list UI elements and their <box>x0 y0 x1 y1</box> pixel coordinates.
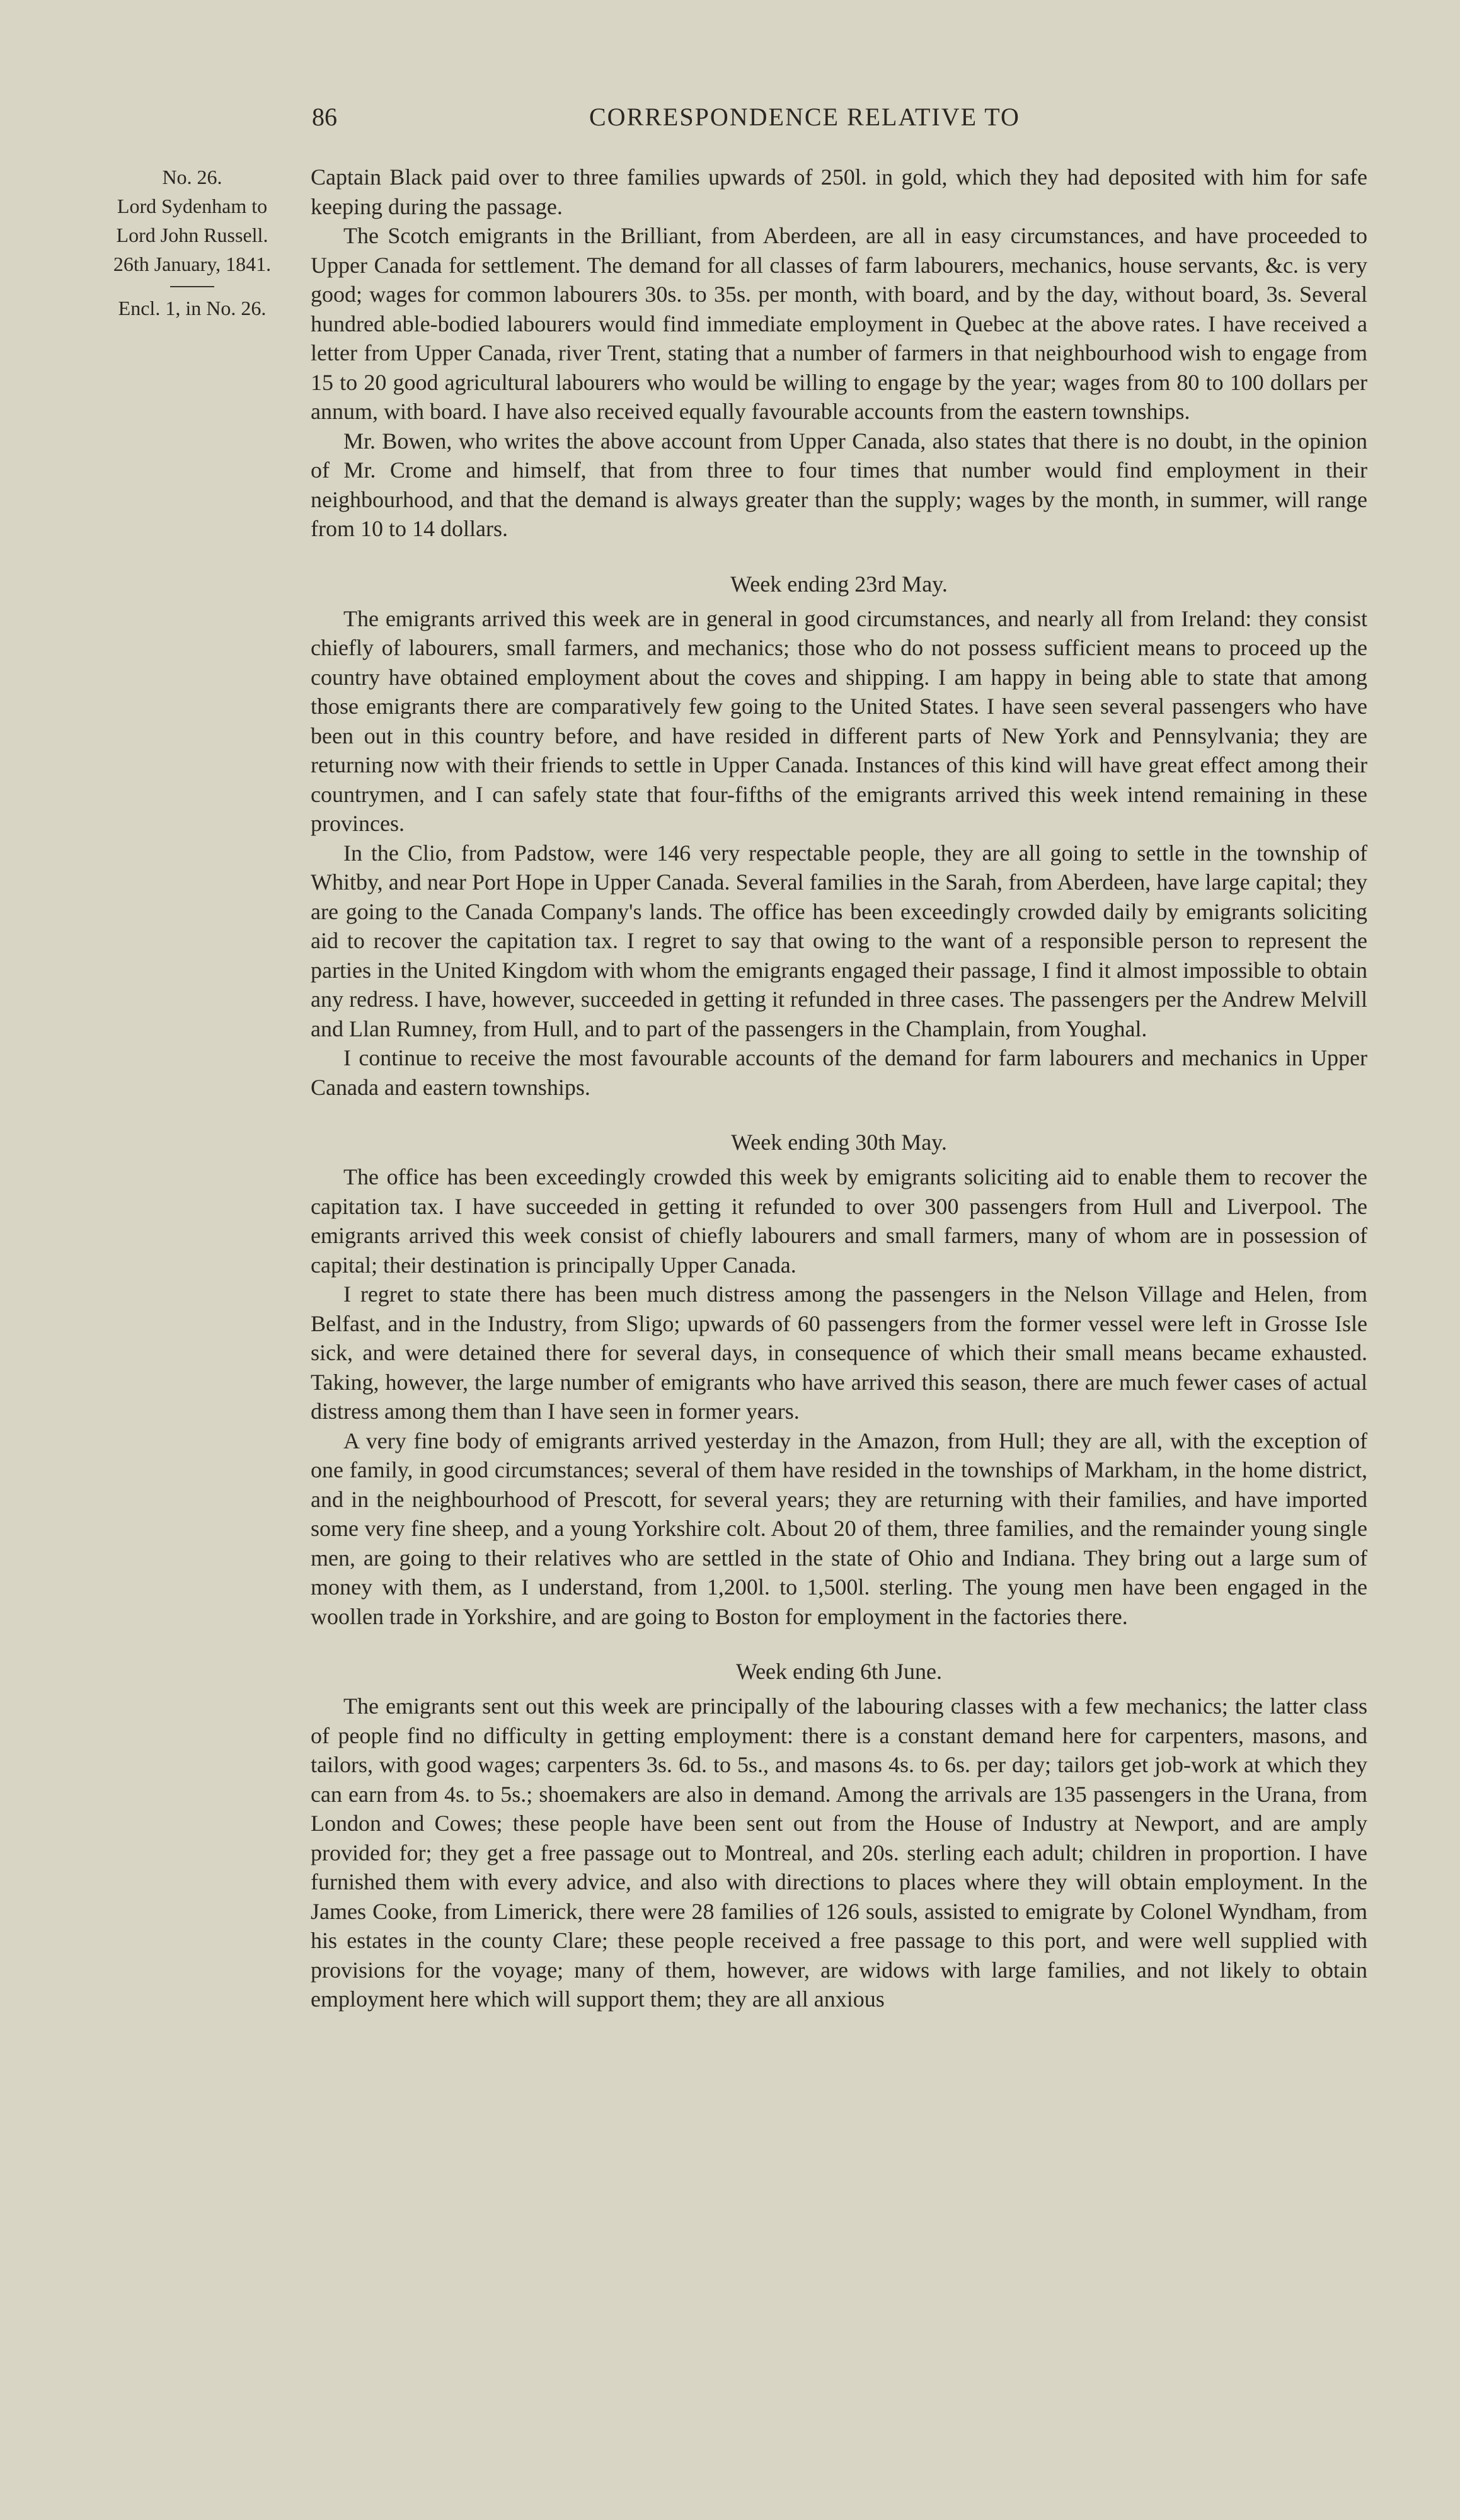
paragraph: The emigrants arrived this week are in general in good circumstances, and nearly all from Ireland: they consist chiefly of labourers, small farmers, and mechanics; those who do not possess sufficient means to proceed up the country have obtained employment about the coves and shipping. I am happy in being able to state that among those emigrants there are comparatively few going to the United States. I have seen several passengers who have been out in this country before, and have resided in different parts of New York and Pennsylvania; they are returning now with their friends to settle in Upper Canada. Instances of this kind will have great effect among their countrymen, and I can safely state that four-fifths of the emigrants arrived this week intend remaining in these provinces. <box>311 605 1367 836</box>
margin-note-from: Lord Sydenham to <box>117 195 268 217</box>
paragraph: Captain Black paid over to three families upwards of 250l. in gold, which they had deposited with him for safe keeping during the passage. <box>311 164 1367 219</box>
section-heading: Week ending 6th June. <box>735 1659 943 1684</box>
paragraph: I regret to state there has been much distress among the passengers in the Nelson Village and Helen, from Belfast, and in the Industry, from Sligo; upwards of 60 passengers from the former vessel were left in Grosse Isle sick, and were detained there for several days, in consequence of which their small means became exhausted. Taking, however, the large number of emigrants who have arrived this season, there are much fewer cases of actual distress among them than I have seen in former years. <box>311 1281 1367 1424</box>
margin-divider <box>170 286 214 287</box>
paragraph: The emigrants sent out this week are principally of the labouring classes with a few mechanics; the latter class of people find no difficulty in getting employment: there is a constant demand here for carpenters, masons, and tailors, with good wages; carpenters 3s. 6d. to 5s., and masons 4s. to 6s. per day; tailors get job-work at which they can earn from 4s. to 5s.; shoemakers are also in demand. Among the arrivals are 135 passengers in the Urana, from London and Cowes; these people have been sent out from the House of Industry at Newport, and are amply provided for; they get a free passage out to Montreal, and 20s. sterling each adult; children in proportion. I have furnished them with every advice, and also with directions to places where they will obtain employment. In the James Cooke, from Limerick, there were 28 families of 126 souls, assisted to emigrate by Colonel Wyndham, from his estates in the county Clare; these people received a free passage to this port, and were well supplied with provisions for the voyage; many of them, however, are widows with large families, and not likely to obtain employment here which will support them; they are all anxious <box>311 1693 1367 2012</box>
paragraph: The Scotch emigrants in the Brilliant, from Aberdeen, are all in easy circumstances, and have proceeded to Upper Canada for settlement. The demand for all classes of farm labourers, mechanics, house servants, &c. is very good; wages for common labourers 30s. to 35s. per month, with board, and by the day, without board, 3s. Several hundred able-bodied labourers would find immediate employment in Quebec at the above rates. I have received a letter from Upper Canada, river Trent, stating that a number of farmers in that neighbourhood wish to engage from 15 to 20 good agricultural labourers who would be willing to engage by the year; wages from 80 to 100 dollars per annum, with board. I have also received equally favourable accounts from the eastern townships. <box>311 223 1367 424</box>
paragraph: A very fine body of emigrants arrived yesterday in the Amazon, from Hull; they are all, with the exception of one family, in good circumstances; several of them have resided in the townships of Markham, in the home district, and in the neighbourhood of Prescott, for several years; they are returning with their families, and have imported some very fine sheep, and a young Yorkshire colt. About 20 of them, three families, and the remainder young single men, are going to their relatives who are settled in the state of Ohio and Indiana. They bring out a large sum of money with them, as I understand, from 1,200l. to 1,500l. sterling. The young men have been engaged in the woollen trade in Yorkshire, and are going to Boston for employment in the factories there. <box>311 1428 1367 1629</box>
page-number: 86 <box>312 103 337 131</box>
margin-note-to: Lord John Russell. <box>116 224 268 246</box>
body-text <box>311 163 1367 2014</box>
section-heading: Week ending 23rd May. <box>730 571 948 597</box>
margin-notes <box>82 163 302 323</box>
paragraph: Mr. Bowen, who writes the above account from Upper Canada, also states that there is no doubt, in the opinion of Mr. Crome and himself, that from three to four times that number would find employment in their neighbourhood, and that the demand is always greater than the supply; wages by the month, in summer, will range from 10 to 14 dollars. <box>311 428 1367 541</box>
paragraph: I continue to receive the most favourable accounts of the demand for farm labourers and mechanics in Upper Canada and eastern townships. <box>311 1045 1367 1100</box>
margin-note-number: No. 26. <box>162 166 222 188</box>
section-heading: Week ending 30th May. <box>731 1130 947 1155</box>
paragraph: In the Clio, from Padstow, were 146 very respectable people, they are all going to settle in the township of Whitby, and near Port Hope in Upper Canada. Several families in the Sarah, from Aberdeen, have large capital; they are going to the Canada Company's lands. The office has been exceedingly crowded daily by emigrants soliciting aid to recover the capitation tax. I regret to say that owing to the want of a responsible person to represent the parties in the United Kingdom with whom the emigrants engaged their passage, I find it almost impossible to obtain any redress. I have, however, succeeded in getting it refunded in three cases. The passengers per the Andrew Melvill and Llan Rumney, from Hull, and to part of the passengers in the Champlain, from Youghal. <box>311 840 1367 1041</box>
running-head: CORRESPONDENCE RELATIVE TO <box>589 103 1020 131</box>
margin-note-enclosure: Encl. 1, in No. 26. <box>118 297 267 319</box>
paragraph: The office has been exceedingly crowded this week by emigrants soliciting aid to enable them to recover the capitation tax. I have succeeded in getting it refunded to over 300 passengers from Hull and Liverpool. The emigrants arrived this week consist of chiefly labourers and small farmers, many of whom are in possession of capital; their destination is principally Upper Canada. <box>311 1164 1367 1278</box>
margin-note-date: 26th January, 1841. <box>113 253 272 275</box>
page-header <box>0 102 1460 140</box>
